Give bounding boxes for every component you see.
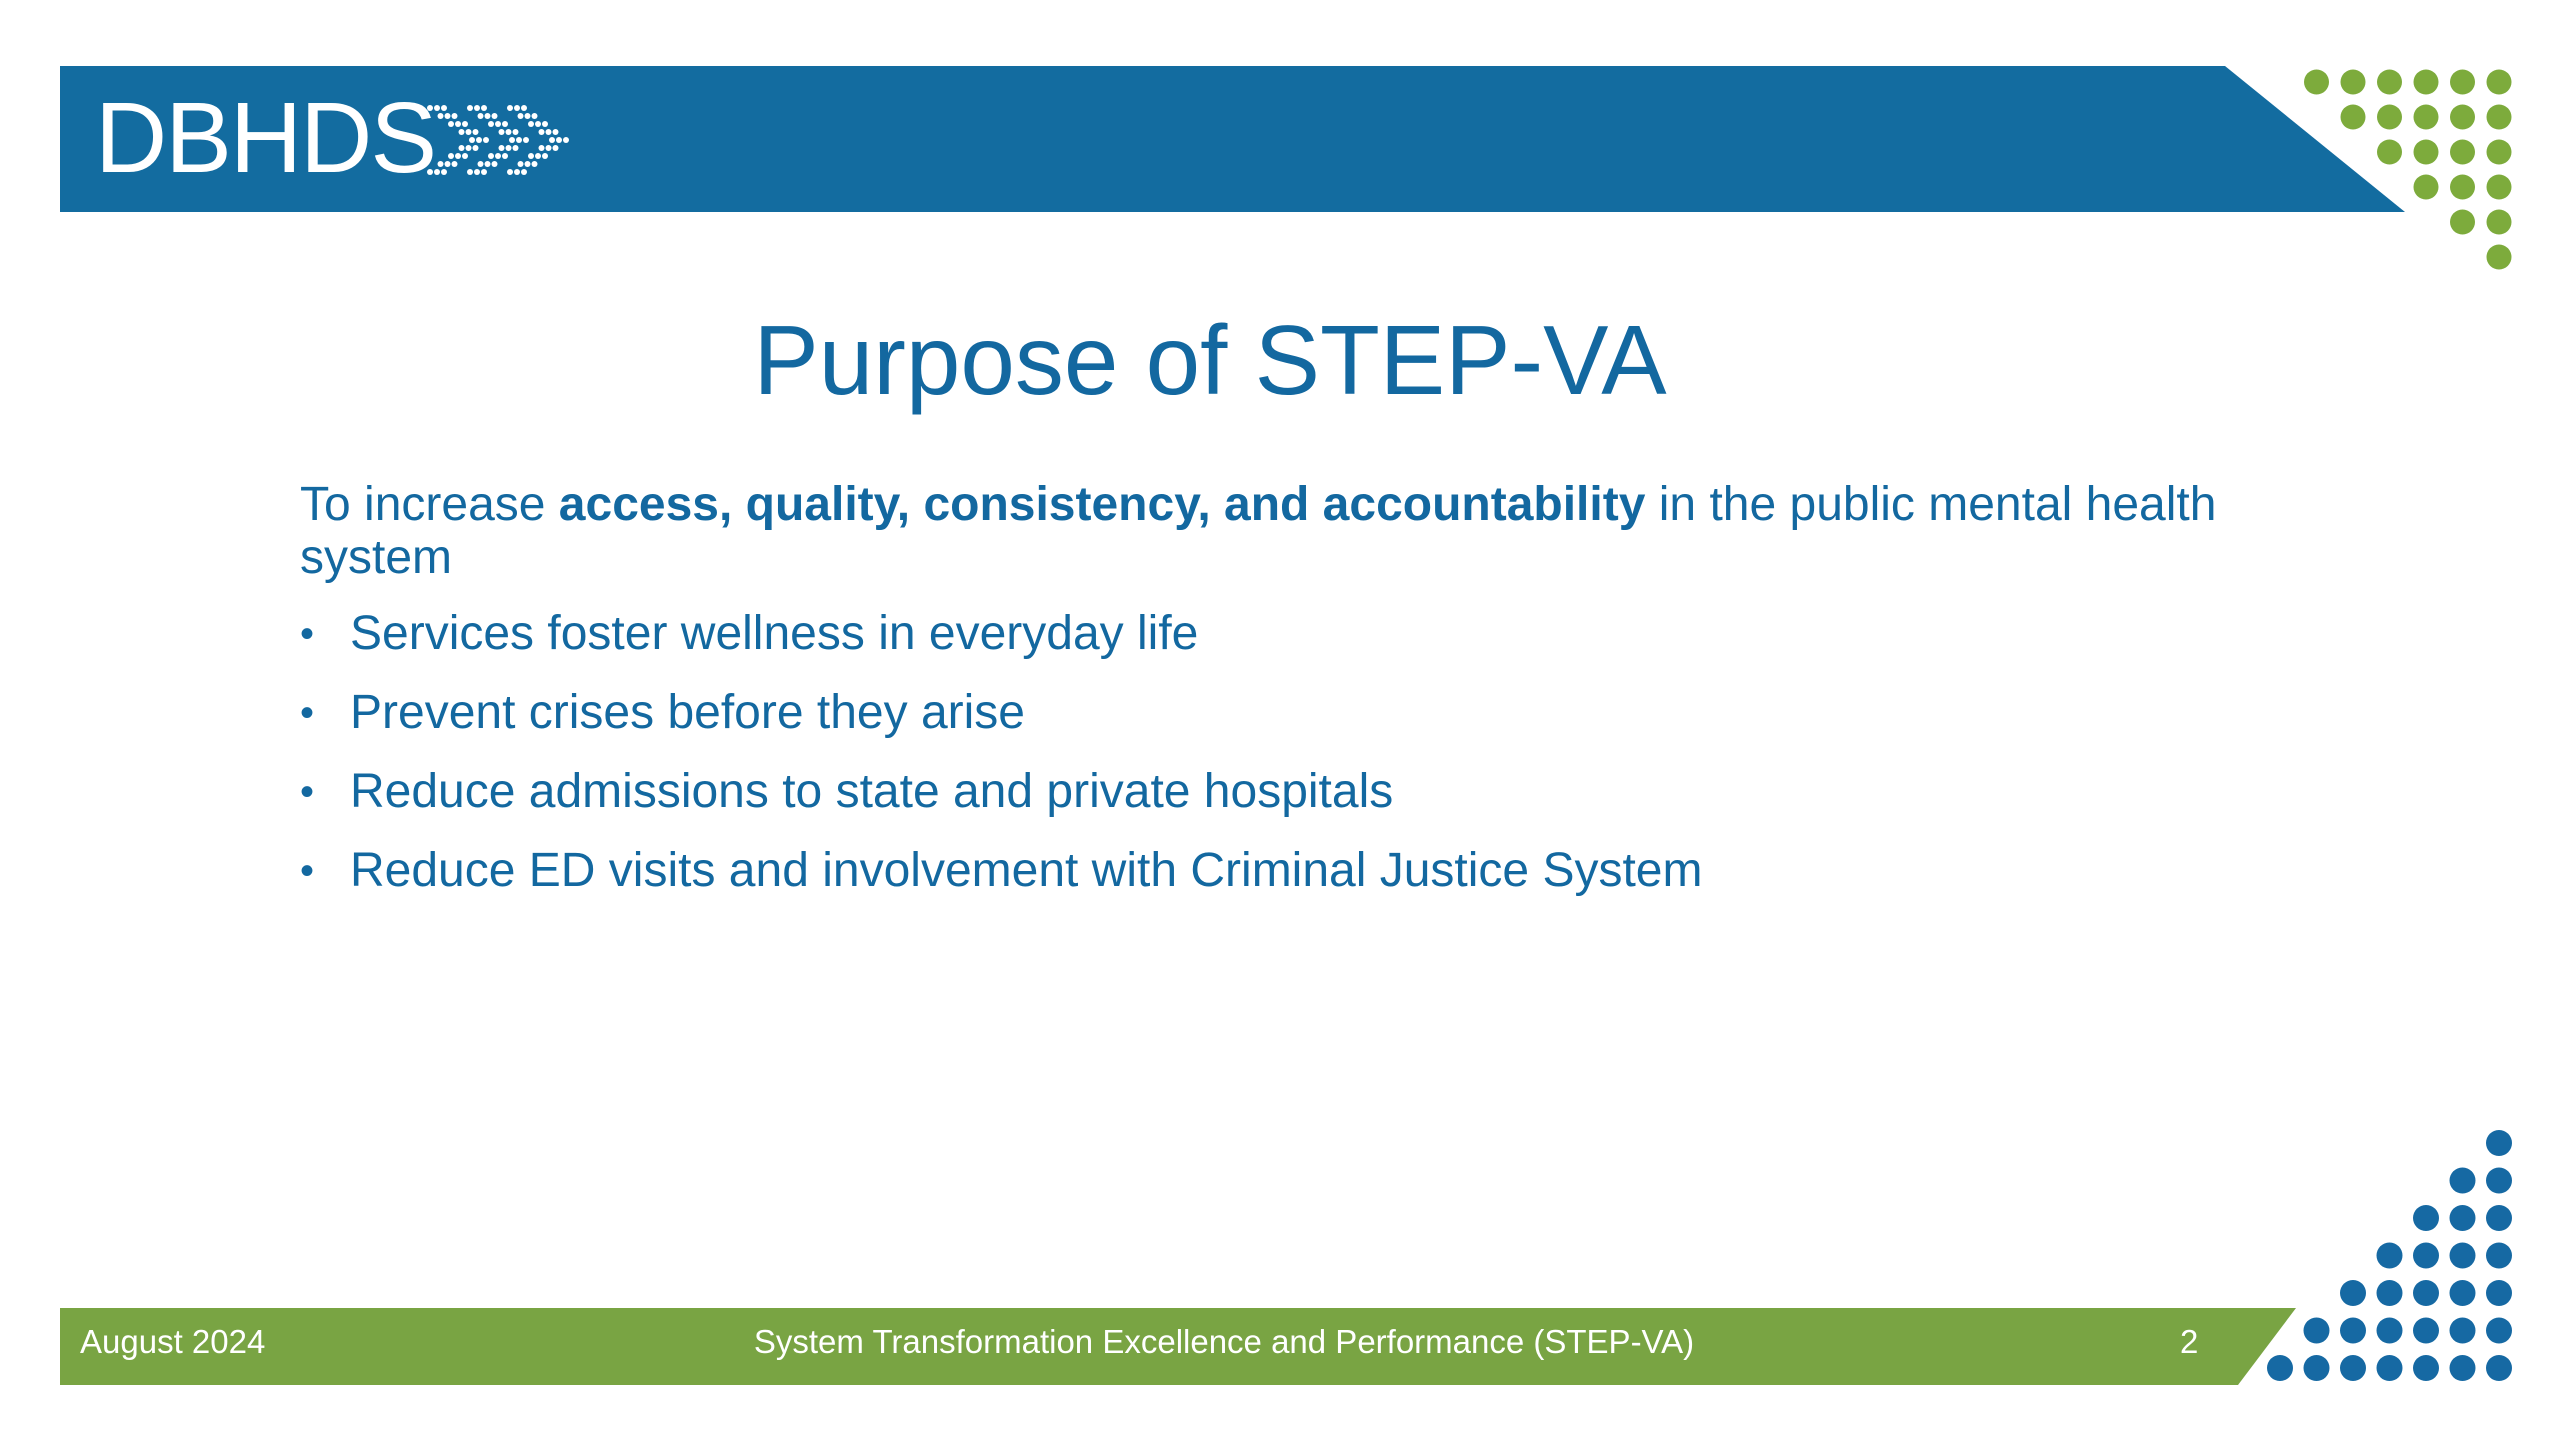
logo-chevron-dot [466, 129, 472, 135]
intro-prefix: To increase [300, 478, 559, 531]
logo-chevron-dot [441, 169, 447, 175]
logo-chevron-dot [523, 137, 529, 143]
slide-body [300, 478, 2280, 922]
logo-chevron-dot [438, 161, 444, 167]
logo-chevron-dot [478, 161, 484, 167]
logo-chevron-dot [481, 105, 487, 111]
logo-chevron-dot [473, 129, 479, 135]
green-dot [2450, 140, 2475, 165]
slide-title: Purpose of STEP-VA [753, 305, 1667, 415]
blue-dot [2486, 1318, 2512, 1344]
logo-chevron-dot [481, 169, 487, 175]
logo-chevron-dot [455, 153, 461, 159]
logo-chevron-dot [516, 137, 522, 143]
logo-chevron-dot [532, 113, 538, 119]
logo-chevron-dot [492, 161, 498, 167]
logo-chevron-dot [509, 137, 515, 143]
green-dot [2487, 175, 2512, 200]
blue-dot [2450, 1205, 2476, 1231]
logo-chevron-dot [525, 161, 531, 167]
logo-chevron-dot [521, 169, 527, 175]
logo-chevron-dot [448, 153, 454, 159]
footer-date: August 2024 [80, 1323, 266, 1360]
logo-chevron-dot [452, 161, 458, 167]
logo-chevron-dot [455, 121, 461, 127]
logo-chevron-dot [502, 153, 508, 159]
logo-chevron-dot [553, 145, 559, 151]
logo-chevron-dot [459, 129, 465, 135]
logo-chevron-dot [521, 105, 527, 111]
logo-chevron-dot [495, 121, 501, 127]
logo-chevron-dot [518, 161, 524, 167]
logo-chevron-dot [488, 153, 494, 159]
green-dot [2377, 140, 2402, 165]
logo-chevron-dot [474, 169, 480, 175]
blue-dot [2450, 1168, 2476, 1194]
blue-dot [2450, 1355, 2476, 1381]
logo-chevron-dot [441, 105, 447, 111]
logo-chevron-dot [452, 113, 458, 119]
green-dot [2377, 105, 2402, 130]
logo-chevron-dot [507, 105, 513, 111]
logo-chevron-dot [542, 153, 548, 159]
logo-chevron-dot [539, 145, 545, 151]
logo-chevron-dot [513, 145, 519, 151]
green-dot [2450, 70, 2475, 95]
logo-chevron-dot [445, 113, 451, 119]
blue-dot [2413, 1243, 2439, 1269]
green-dot [2450, 105, 2475, 130]
intro-suffix: in the public mental health system [300, 478, 2217, 584]
logo-chevron-dot [462, 121, 468, 127]
logo-chevron-dot [553, 129, 559, 135]
logo-chevron-dot [459, 145, 465, 151]
green-dot [2487, 245, 2512, 270]
logo-chevron-dot [445, 161, 451, 167]
blue-dot [2413, 1205, 2439, 1231]
green-dot [2304, 70, 2329, 95]
bullet-item: • Reduce admissions to state and private hospitals [300, 764, 2280, 820]
blue-dot [2486, 1205, 2512, 1231]
logo-chevron-dot [514, 105, 520, 111]
blue-dot [2450, 1243, 2476, 1269]
green-dot [2487, 70, 2512, 95]
logo-chevron-dot [528, 121, 534, 127]
logo-chevron-dot [492, 113, 498, 119]
logo-chevron-dot [438, 113, 444, 119]
bullet-item: • Reduce ED visits and involvement with Criminal Justice System [300, 843, 2280, 899]
blue-dot [2486, 1355, 2512, 1381]
blue-dot [2450, 1280, 2476, 1306]
logo-chevron-dot [473, 145, 479, 151]
logo-chevron-dot [467, 169, 473, 175]
logo-chevron-dot [499, 129, 505, 135]
logo-chevron-dot [506, 145, 512, 151]
green-dot [2414, 70, 2439, 95]
logo-chevron-dot [499, 145, 505, 151]
blue-dot [2486, 1168, 2512, 1194]
green-dot [2414, 140, 2439, 165]
logo-chevron-dot [462, 153, 468, 159]
logo-chevron-dot [539, 129, 545, 135]
intro-paragraph [300, 478, 2280, 584]
logo-chevron-dot [546, 129, 552, 135]
logo-chevron-dot [535, 153, 541, 159]
logo-chevron-dot [469, 137, 475, 143]
bullet-list [300, 606, 2280, 899]
logo-chevron-dot [518, 113, 524, 119]
blue-dot [2486, 1243, 2512, 1269]
page-number: 2 [2180, 1323, 2199, 1360]
blue-dot [2450, 1318, 2476, 1344]
footer-title: System Transformation Excellence and Performance (STEP-VA) [753, 1323, 1695, 1360]
green-dot [2450, 175, 2475, 200]
logo-chevron-dot [467, 105, 473, 111]
logo-chevron-dot [502, 121, 508, 127]
logo-chevron-dot [506, 129, 512, 135]
green-dot [2487, 210, 2512, 235]
blue-dot [2377, 1280, 2403, 1306]
logo-chevron-dot [507, 169, 513, 175]
logo-chevron-dot [466, 145, 472, 151]
logo-chevron-dot [474, 105, 480, 111]
logo-chevron-dot [556, 137, 562, 143]
logo-chevron-dot [549, 137, 555, 143]
logo-chevron-dot [535, 121, 541, 127]
green-dot [2414, 105, 2439, 130]
logo-chevron-dot [563, 137, 569, 143]
green-dot [2341, 70, 2366, 95]
green-dot [2487, 140, 2512, 165]
logo-chevron-dot [488, 121, 494, 127]
green-dot [2414, 175, 2439, 200]
logo-chevron-dot [478, 113, 484, 119]
green-dot [2377, 70, 2402, 95]
logo-chevron-dot [476, 137, 482, 143]
blue-dot [2486, 1130, 2512, 1156]
green-dot [2487, 105, 2512, 130]
green-dot [2341, 105, 2366, 130]
logo-chevron-dot [528, 153, 534, 159]
dbhds-logo: DBHDS [95, 82, 436, 194]
logo-chevron-dot [495, 153, 501, 159]
logo-chevron-dot [448, 121, 454, 127]
logo-chevron-dot [532, 161, 538, 167]
logo-chevron-dot [514, 169, 520, 175]
blue-dot [2413, 1280, 2439, 1306]
logo-chevron-dot [525, 113, 531, 119]
bullet-item: • Prevent crises before they arise [300, 685, 2280, 741]
green-dot [2450, 210, 2475, 235]
logo-chevron-dot [513, 129, 519, 135]
logo-chevron-dot [485, 161, 491, 167]
blue-dot [2377, 1243, 2403, 1269]
logo-chevron-dot [542, 121, 548, 127]
blue-dot [2486, 1280, 2512, 1306]
intro-emphasis: access, quality, consistency, and accountability [558, 478, 1646, 531]
blue-dot [2340, 1280, 2366, 1306]
logo-chevron-dot [546, 145, 552, 151]
logo-chevron-dot [483, 137, 489, 143]
bullet-item: • Services foster wellness in everyday life [300, 606, 2280, 662]
logo-chevron-dot [485, 113, 491, 119]
